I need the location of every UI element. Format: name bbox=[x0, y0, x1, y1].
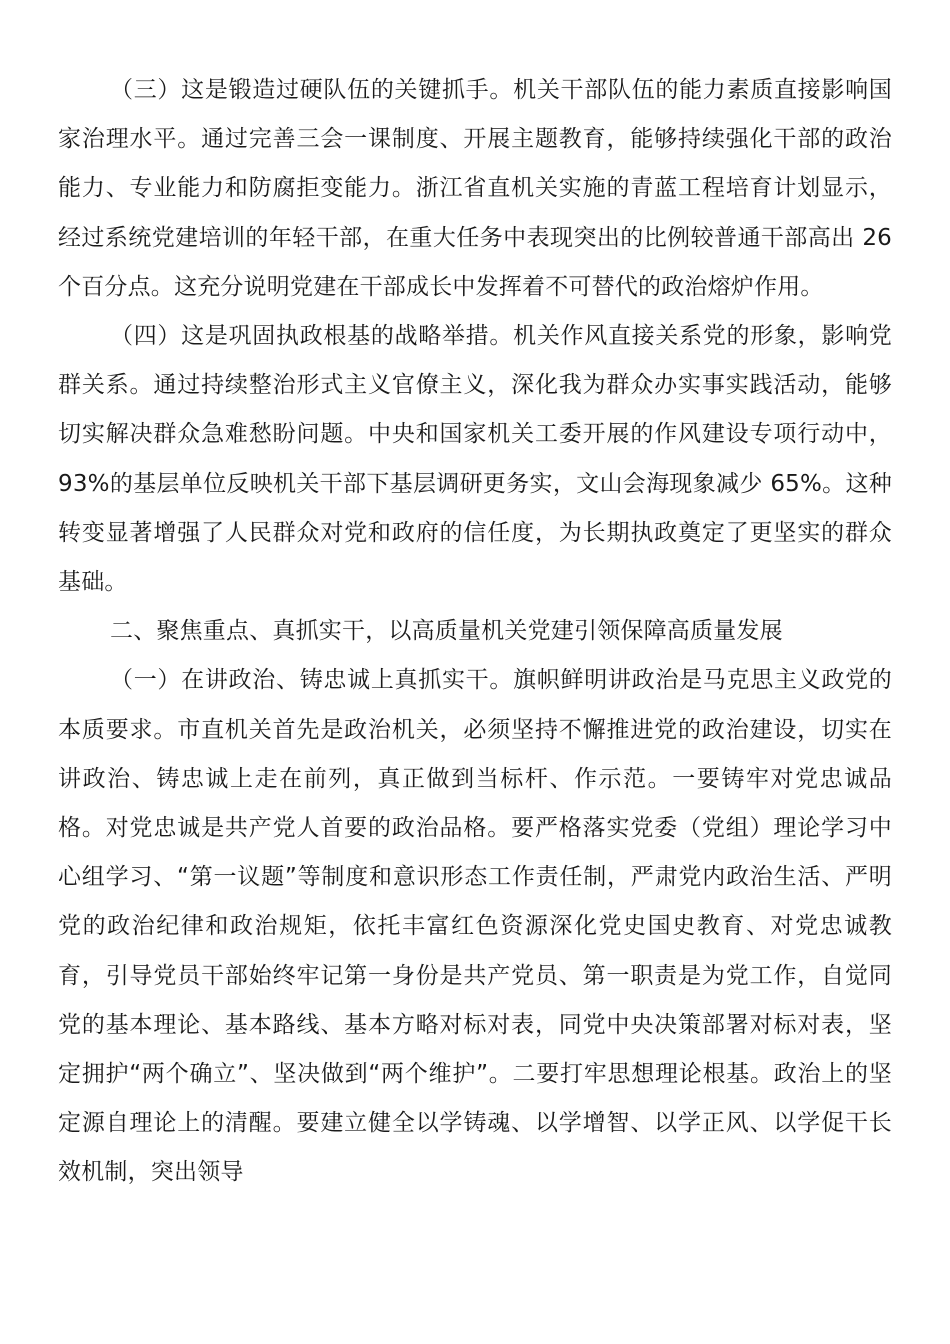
document-body bbox=[58, 66, 892, 1198]
paragraph-section-4: （四）这是巩固执政根基的战略举措。机关作风直接关系党的形象，影响党群关系。通过持续整治形式主义官僚主义，深化我为群众办实事实践活动，能够切实解决群众急难愁盼问题。中央和国家机关工委开展的作风建设专项行动中，93%的基层单位反映机关干部下基层调研更务实，文山会海现象减少 65%。这种转变显著增强了人民群众对党和政府的信任度，为长期执政奠定了更坚实的群众基础。 bbox=[58, 323, 892, 596]
paragraph-section-3: （三）这是锻造过硬队伍的关键抓手。机关干部队伍的能力素质直接影响国家治理水平。通过完善三会一课制度、开展主题教育，能够持续强化干部的政治能力、专业能力和防腐拒变能力。浙江省直机关实施的青蓝工程培育计划显示，经过系统党建培训的年轻干部，在重大任务中表现突出的比例较普通干部高出 26 个百分点。这充分说明党建在干部成长中发挥着不可替代的政治熔炉作用。 bbox=[58, 77, 892, 300]
paragraph-subsection-1: （一）在讲政治、铸忠诚上真抓实干。旗帜鲜明讲政治是马克思主义政党的本质要求。市直机关首先是政治机关，必须坚持不懈推进党的政治建设，切实在讲政治、铸忠诚上走在前列，真正做到当标杆、作示范。一要铸牢对党忠诚品格。对党忠诚是共产党人首要的政治品格。要严格落实党委（党组）理论学习中心组学习、“第一议题”等制度和意识形态工作责任制，严肃党内政治生活、严明党的政治纪律和政治规矩，依托丰富红色资源深化党史国史教育、对党忠诚教育，引导党员干部始终牢记第一身份是共产党员、第一职责是为党工作，自觉同党的基本理论、基本路线、基本方略对标对表，同党中央决策部署对标对表，坚定拥护“两个确立”、坚决做到“两个维护”。二要打牢思想理论根基。政治上的坚定源自理论上的清醒。要建立健全以学铸魂、以学增智、以学正风、以学促干长效机制，突出领导 bbox=[58, 667, 892, 1186]
heading-part-2: 二、聚焦重点、真抓实干，以高质量机关党建引领保障高质量发展 bbox=[110, 618, 783, 645]
